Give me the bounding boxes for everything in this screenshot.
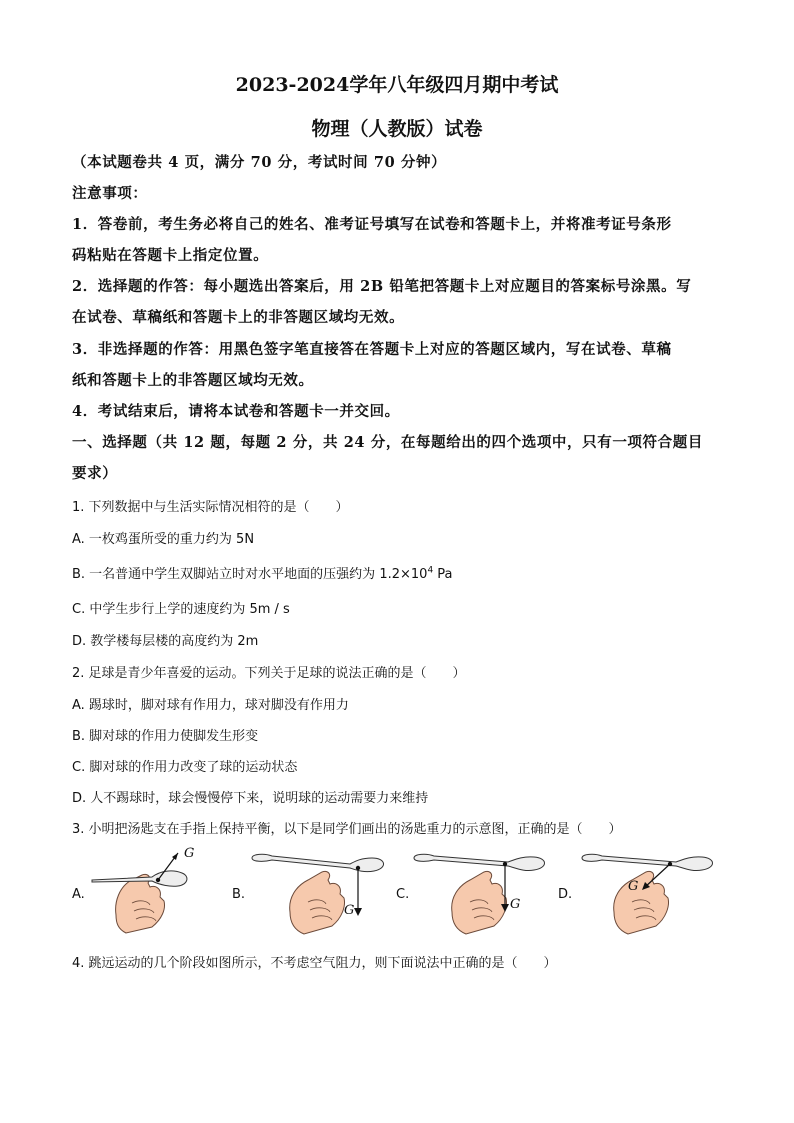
spoon-hand-figure-d: [580, 848, 720, 938]
force-label-g: G: [344, 903, 355, 918]
force-label-g: G: [510, 897, 521, 912]
force-label-g: G: [628, 879, 639, 894]
section-heading: 一、选择题（共 12 题，每题 2 分，共 24 分，在每题给出的四个选项中，只有一项符合题目: [72, 434, 703, 451]
page-subtitle: 物理（人教版）试卷: [311, 118, 483, 140]
page-title: 2023-2024学年八年级四月期中考试: [235, 74, 559, 96]
spoon-hand-figure-b: [250, 848, 390, 938]
question-4-stem: 4. 跳远运动的几个阶段如图所示，不考虑空气阻力，则下面说法中正确的是（ ）: [72, 956, 557, 971]
question-1-option-b: B. 一名普通中学生双脚站立时对水平地面的压强约为 $1.2\times 10^4$ Pa: [72, 565, 453, 582]
force-label-g: G: [184, 846, 195, 861]
question-1-option-d: D. 教学楼每层楼的高度约为 2m: [72, 634, 259, 649]
note-line: 1．答卷前，考生务必将自己的姓名、准考证号填写在试卷和答题卡上，并将准考证号条形: [72, 216, 672, 233]
spoon-hand-figure-c: [412, 848, 552, 938]
notes-heading: 注意事项：: [72, 185, 148, 202]
exam-info: （本试题卷共 4 页，满分 70 分，考试时间 70 分钟）: [72, 154, 447, 171]
question-3-option-b-label: B.: [232, 887, 246, 902]
spoon-hand-figure-a: [90, 843, 202, 937]
question-1-stem: 1. 下列数据中与生活实际情况相符的是（ ）: [72, 500, 349, 515]
question-3-stem: 3. 小明把汤匙支在手指上保持平衡，以下是同学们画出的汤匙重力的示意图，正确的是（ ）: [72, 822, 622, 837]
note-line: 纸和答题卡上的非答题区域均无效。: [72, 372, 314, 389]
question-3-option-c-label: C.: [396, 887, 410, 902]
section-heading-cont: 要求）: [72, 465, 118, 482]
question-3-option-a-label: A.: [72, 887, 85, 902]
question-2-option-c: C. 脚对球的作用力改变了球的运动状态: [72, 760, 298, 775]
question-2-option-a: A. 踢球时，脚对球有作用力，球对脚没有作用力: [72, 698, 349, 713]
note-line: 4．考试结束后，请将本试卷和答题卡一并交回。: [72, 403, 400, 420]
question-3-option-d-label: D.: [558, 887, 573, 902]
note-line: 码粘贴在答题卡上指定位置。: [72, 247, 269, 264]
question-2-stem: 2. 足球是青少年喜爱的运动。下列关于足球的说法正确的是（ ）: [72, 666, 466, 681]
question-1-option-a: A. 一枚鸡蛋所受的重力约为 5N: [72, 532, 255, 547]
question-2-option-b: B. 脚对球的作用力使脚发生形变: [72, 729, 259, 744]
question-2-option-d: D. 人不踢球时，球会慢慢停下来，说明球的运动需要力来维持: [72, 791, 429, 806]
note-line: 2．选择题的作答：每小题选出答案后，用 2B 铅笔把答题卡上对应题目的答案标号涂黑。写: [72, 278, 692, 295]
question-1-option-c: C. 中学生步行上学的速度约为 5m / s: [72, 602, 290, 617]
note-line: 3．非选择题的作答：用黑色签字笔直接答在答题卡上对应的答题区域内，写在试卷、草稿: [72, 341, 672, 358]
note-line: 在试卷、草稿纸和答题卡上的非答题区域均无效。: [72, 309, 405, 326]
